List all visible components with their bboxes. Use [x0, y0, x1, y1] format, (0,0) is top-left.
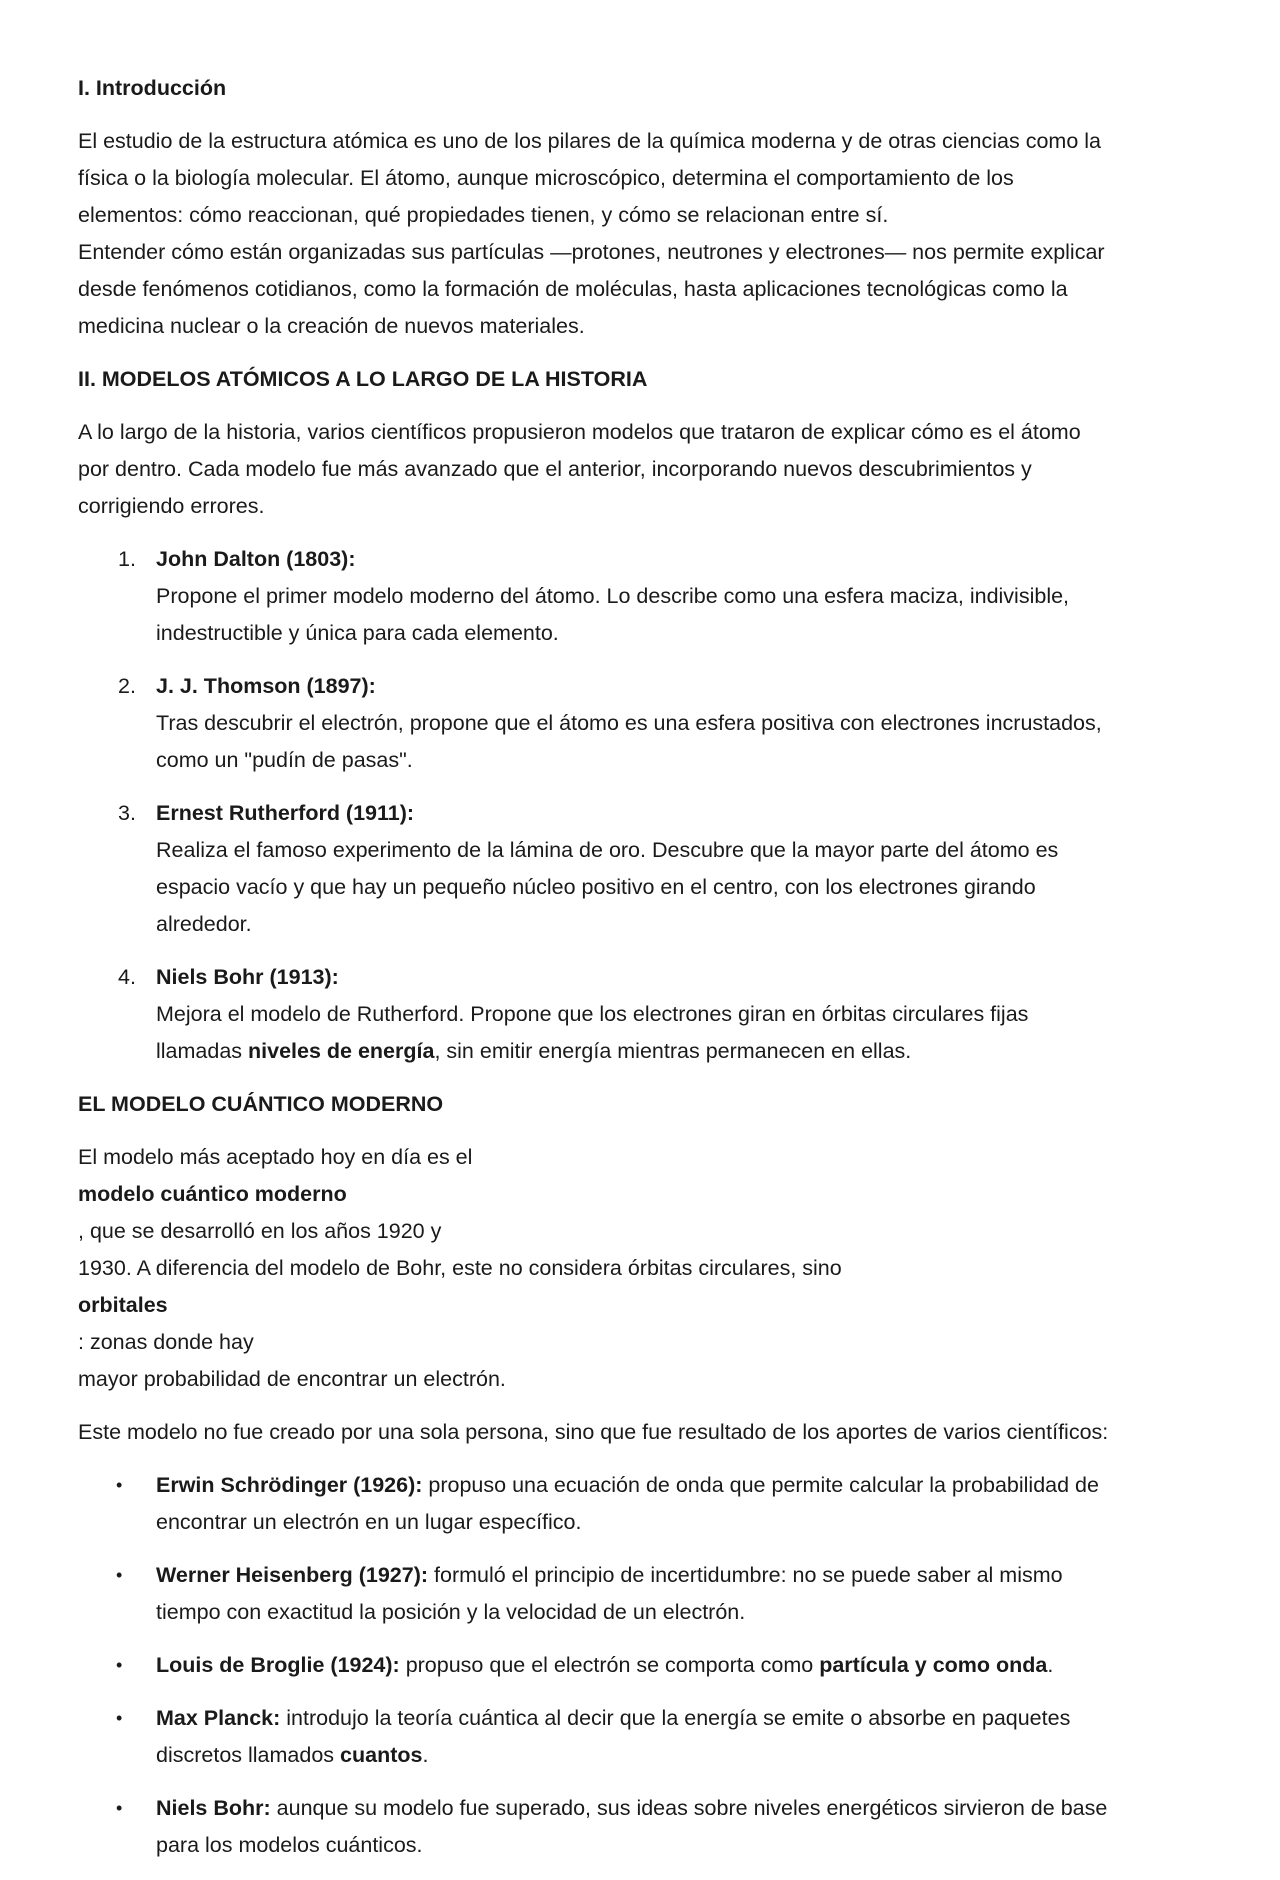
intro-line: El estudio de la estructura atómica es uno de los pilares de la química moderna y de otras ciencias como la — [78, 129, 1101, 153]
text-run: , sin emitir energía mientras permanecen en ellas. — [434, 1039, 912, 1063]
text-run: . — [422, 1743, 429, 1767]
bold-term: modelo cuántico moderno — [78, 1182, 347, 1206]
quantum-line — [78, 1139, 1208, 1250]
bullet-icon: • — [116, 1708, 123, 1728]
text-run: formuló el principio de incertidumbre: no se puede saber al mismo — [428, 1563, 1063, 1587]
model-line: indestructible y única para cada elemento. — [156, 621, 559, 645]
list-number: 4. — [118, 965, 136, 989]
bold-term: partícula y como onda — [819, 1653, 1048, 1677]
bold-term: niveles de energía — [248, 1039, 435, 1063]
bullet-icon: • — [116, 1798, 123, 1818]
quantum-line: mayor probabilidad de encontrar un electrón. — [78, 1367, 506, 1391]
model-line: espacio vacío y que hay un pequeño núcleo positivo en el centro, con los electrones girando — [156, 875, 1036, 899]
model-item-dalton — [78, 541, 1208, 652]
list-number: 3. — [118, 801, 136, 825]
model-line — [156, 1033, 1208, 1070]
contributor-item-planck — [78, 1700, 1208, 1774]
model-title: J. J. Thomson (1897): — [156, 674, 376, 698]
text-run: propuso una ecuación de onda que permite calcular la probabilidad de — [422, 1473, 1099, 1497]
contributor-name: Erwin Schrödinger (1926): — [156, 1473, 423, 1497]
model-line: Propone el primer modelo moderno del átomo. Lo describe como una esfera maciza, indivisible, — [156, 584, 1070, 608]
contributor-name: Max Planck: — [156, 1706, 281, 1730]
list-number: 1. — [118, 547, 136, 571]
text-run: : zonas donde hay — [78, 1330, 254, 1354]
contributor-line — [156, 1700, 1208, 1737]
contributor-name: Louis de Broglie (1924): — [156, 1653, 400, 1677]
text-run: . — [1047, 1653, 1054, 1677]
contributor-line — [156, 1790, 1208, 1827]
bullet-icon: • — [116, 1475, 123, 1495]
quantum-line — [78, 1250, 1208, 1361]
history-line: A lo largo de la historia, varios científicos propusieron modelos que trataron de explicar cómo es el átomo — [78, 420, 1081, 444]
intro-line: medicina nuclear o la creación de nuevos materiales. — [78, 314, 585, 338]
text-run: , que se desarrolló en los años 1920 y — [78, 1219, 442, 1243]
intro-line: elementos: cómo reaccionan, qué propiedades tienen, y cómo se relacionan entre sí. — [78, 203, 889, 227]
history-paragraph — [78, 414, 1208, 525]
intro-heading: I. Introducción — [78, 76, 227, 100]
model-line: Mejora el modelo de Rutherford. Propone que los electrones giran en órbitas circulares fijas — [156, 1002, 1029, 1026]
quantum-paragraph-1 — [78, 1139, 1208, 1398]
intro-line: desde fenómenos cotidianos, como la formación de moléculas, hasta aplicaciones tecnológicas como la — [78, 277, 1068, 301]
model-line: Tras descubrir el electrón, propone que el átomo es una esfera positiva con electrones incrustados, — [156, 711, 1102, 735]
contributor-line — [156, 1467, 1208, 1504]
text-run: llamadas — [156, 1039, 249, 1063]
model-line: Realiza el famoso experimento de la lámina de oro. Descubre que la mayor parte del átomo es — [156, 838, 1059, 862]
contributor-item-bohr — [78, 1790, 1208, 1864]
contributor-line — [156, 1737, 1208, 1774]
model-line: como un "pudín de pasas". — [156, 748, 413, 772]
contributor-line: encontrar un electrón en un lugar específico. — [156, 1510, 582, 1534]
contributor-line: para los modelos cuánticos. — [156, 1833, 423, 1857]
text-run: propuso que el electrón se comporta como — [399, 1653, 820, 1677]
text-run: El modelo más aceptado hoy en día es el — [78, 1145, 473, 1169]
bullet-icon: • — [116, 1655, 123, 1675]
model-line: alrededor. — [156, 912, 252, 936]
contributor-line — [156, 1647, 1208, 1684]
contributor-name: Niels Bohr: — [156, 1796, 271, 1820]
model-title: John Dalton (1803): — [156, 547, 356, 571]
history-line: corrigiendo errores. — [78, 494, 265, 518]
quantum-heading: EL MODELO CUÁNTICO MODERNO — [78, 1092, 444, 1116]
quantum-paragraph-2: Este modelo no fue creado por una sola persona, sino que fue resultado de los aportes de varios científicos: — [78, 1420, 1109, 1444]
model-item-thomson — [78, 668, 1208, 779]
intro-line: Entender cómo están organizadas sus partículas —protones, neutrones y electrones— nos permite explicar — [78, 240, 1105, 264]
history-line: por dentro. Cada modelo fue más avanzado que el anterior, incorporando nuevos descubrimientos y — [78, 457, 1032, 481]
contributor-item-heisenberg — [78, 1557, 1208, 1631]
atomic-models-list — [78, 541, 1208, 1070]
contributor-name: Werner Heisenberg (1927): — [156, 1563, 429, 1587]
document-page — [78, 70, 1208, 1880]
intro-line: física o la biología molecular. El átomo, aunque microscópico, determina el comportamiento de los — [78, 166, 1014, 190]
model-item-bohr — [78, 959, 1208, 1070]
bullet-icon: • — [116, 1565, 123, 1585]
model-title: Niels Bohr (1913): — [156, 965, 339, 989]
text-run: introdujo la teoría cuántica al decir que la energía se emite o absorbe en paquetes — [280, 1706, 1071, 1730]
bold-term: cuantos — [340, 1743, 423, 1767]
text-run: 1930. A diferencia del modelo de Bohr, este no considera órbitas circulares, sino — [78, 1256, 842, 1280]
history-heading: II. MODELOS ATÓMICOS A LO LARGO DE LA HISTORIA — [78, 367, 648, 391]
intro-paragraph — [78, 123, 1208, 345]
model-item-rutherford — [78, 795, 1208, 943]
model-title: Ernest Rutherford (1911): — [156, 801, 415, 825]
text-run: aunque su modelo fue superado, sus ideas sobre niveles energéticos sirvieron de base — [270, 1796, 1108, 1820]
list-number: 2. — [118, 674, 136, 698]
text-run: discretos llamados — [156, 1743, 341, 1767]
contributor-item-schrodinger — [78, 1467, 1208, 1541]
contributors-list — [78, 1467, 1208, 1864]
contributor-item-de-broglie — [78, 1647, 1208, 1684]
contributor-line — [156, 1557, 1208, 1594]
bold-term: orbitales — [78, 1293, 168, 1317]
contributor-line: tiempo con exactitud la posición y la velocidad de un electrón. — [156, 1600, 746, 1624]
